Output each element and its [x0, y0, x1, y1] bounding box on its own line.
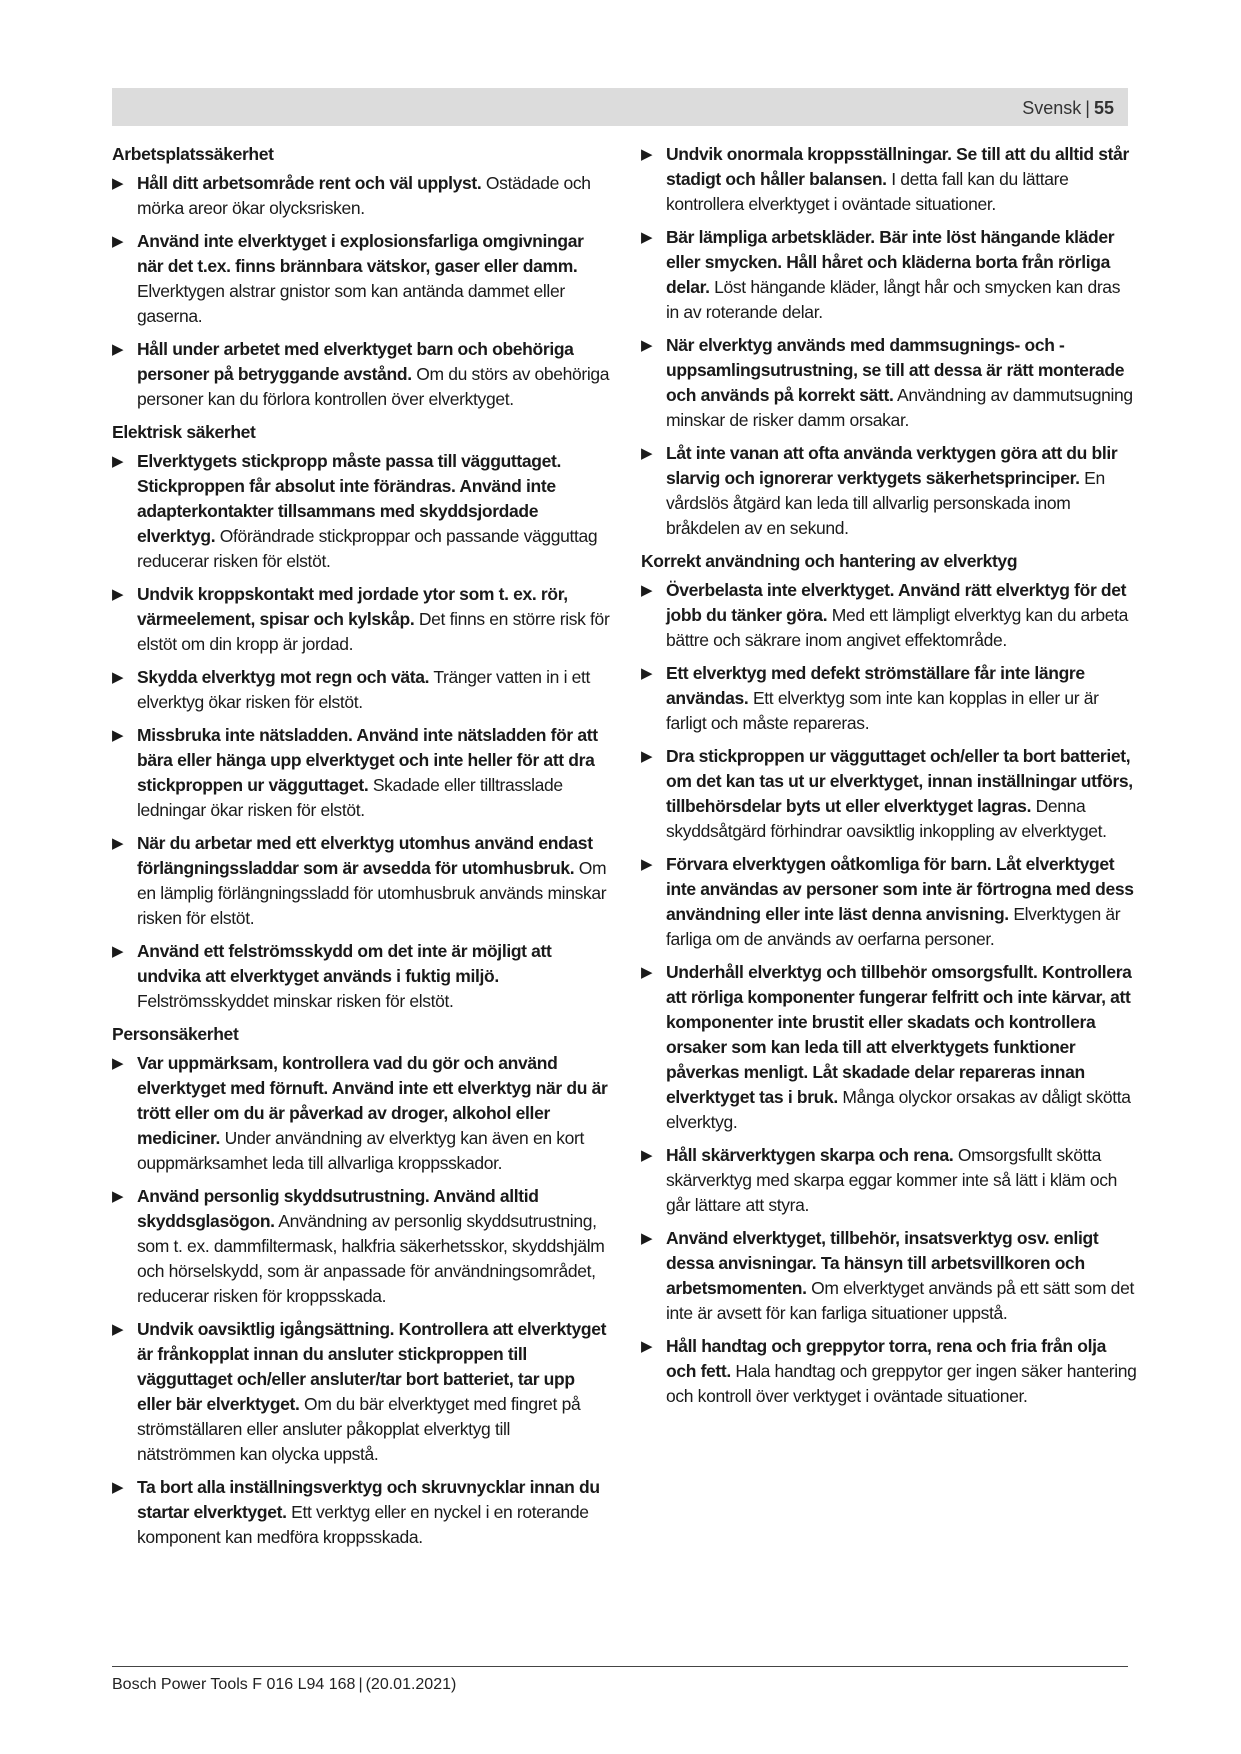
bullet-bold-text: Förvara elverktygen oåtkomliga för barn. Låt elverktyget inte användas av personer som inte är förtrogna med dess användning eller inte läst denna anvisning.: [666, 854, 1134, 924]
bullet-item: [112, 1051, 612, 1176]
bullet-bold-text: Underhåll elverktyg och tillbehör omsorgsfullt. Kontrollera att rörliga komponenter fungerar felfritt och inte kärvar, att komponenter inte brustit eller skadats och kontrollera orsaker som kan leda till att elverktygets funktioner påverkas menligt. Låt skadade delar repareras innan elverktyget tas i bruk.: [666, 962, 1132, 1107]
section-heading: Arbetsplatssäkerhet: [112, 144, 274, 164]
bullet-item: [112, 723, 612, 823]
page-number: 55: [1093, 98, 1114, 118]
bullet-body-text: I detta fall kan du lättare kontrollera elverktyget i oväntade situationer.: [666, 169, 1069, 214]
triangle-bullet-icon: ▶: [641, 445, 653, 462]
bullet-body-text: Elverktygen är farliga om de används av oerfarna personer.: [666, 904, 1121, 949]
bullet-bold-text: Använd elverktyget, tillbehör, insatsverktyg osv. enligt dessa anvisningar. Ta hänsyn till arbetsvillkoren och arbetsmomenten.: [666, 1228, 1099, 1298]
bullet-item: [112, 1317, 612, 1467]
bullet-item: [112, 582, 612, 657]
bullet-item: [641, 1334, 1137, 1409]
bullet-bold-text: Undvik kroppskontakt med jordade ytor som t. ex. rör, värmeelement, spisar och kylskåp.: [137, 584, 568, 629]
bullet-item: [112, 449, 612, 574]
bullet-item: [112, 665, 612, 715]
section-heading: Elektrisk säkerhet: [112, 422, 256, 442]
bullet-item: [112, 337, 612, 412]
page-footer: [112, 1676, 456, 1694]
bullet-item: [641, 661, 1137, 736]
bullet-body-text: Om du bär elverktyget med fingret på strömställaren eller ansluter påkopplat elverktyg till nätströmmen kan olycka uppstå.: [137, 1394, 581, 1464]
bullet-body-text: Denna skyddsåtgärd förhindrar oavsiktlig inkoppling av elverktyget.: [666, 796, 1107, 841]
bullet-bold-text: Överbelasta inte elverktyget. Använd rätt elverktyg för det jobb du tänker göra.: [666, 580, 1127, 625]
triangle-bullet-icon: ▶: [112, 1055, 124, 1072]
bullet-item: [641, 1226, 1137, 1326]
triangle-bullet-icon: ▶: [112, 175, 124, 192]
triangle-bullet-icon: ▶: [112, 1188, 124, 1205]
triangle-bullet-icon: ▶: [641, 582, 653, 599]
triangle-bullet-icon: ▶: [112, 669, 124, 686]
right-column: [641, 142, 1137, 1417]
bullet-body-text: Ett elverktyg som inte kan kopplas in eller ur är farligt och måste repareras.: [666, 688, 1099, 733]
section-heading: Korrekt användning och hantering av elverktyg: [641, 551, 1018, 571]
bullet-body-text: Hala handtag och greppytor ger ingen säker hantering och kontroll över verktyget i oväntade situationer.: [666, 1361, 1137, 1406]
bullet-body-text: Omsorgsfullt skötta skärverktyg med skarpa eggar kommer inte så lätt i kläm och går lättare att styra.: [666, 1145, 1118, 1215]
triangle-bullet-icon: ▶: [112, 727, 124, 744]
footer-date: (20.01.2021): [365, 1676, 457, 1693]
triangle-bullet-icon: ▶: [112, 943, 124, 960]
bullet-bold-text: Bär lämpliga arbetskläder. Bär inte löst hängande kläder eller smycken. Håll håret och kläderna borta från rörliga delar.: [666, 227, 1115, 297]
bullet-body-text: Oförändrade stickproppar och passande vägguttag reducerar risken för elstöt.: [137, 526, 598, 571]
bullet-body-text: Felströmsskyddet minskar risken för elstöt.: [137, 991, 454, 1011]
bullet-body-text: Ostädade och mörka areor ökar olycksrisken.: [137, 173, 591, 218]
footer-brand: Bosch Power Tools: [112, 1676, 248, 1693]
bullet-bold-text: Håll skärverktygen skarpa och rena.: [666, 1145, 954, 1165]
bullet-item: [112, 1475, 612, 1550]
bullet-body-text: Elverktygen alstrar gnistor som kan antända dammet eller gaserna.: [137, 281, 565, 326]
bullet-body-text: Om elverktyget används på ett sätt som det inte är avsett för kan farliga situationer uppstå.: [666, 1278, 1134, 1323]
triangle-bullet-icon: ▶: [641, 748, 653, 765]
triangle-bullet-icon: ▶: [641, 146, 653, 163]
triangle-bullet-icon: ▶: [112, 341, 124, 358]
bullet-item: [641, 744, 1137, 844]
triangle-bullet-icon: ▶: [641, 229, 653, 246]
triangle-bullet-icon: ▶: [112, 586, 124, 603]
bullet-item: [641, 1143, 1137, 1218]
bullet-item: [641, 960, 1137, 1135]
bullet-body-text: Skadade eller tilltrasslade ledningar ökar risken för elstöt.: [137, 775, 563, 820]
bullet-body-text: Om du störs av obehöriga personer kan du förlora kontrollen över elverktyget.: [137, 364, 610, 409]
bullet-bold-text: Använd personlig skyddsutrustning. Använd alltid skyddsglasögon.: [137, 1186, 539, 1231]
bullet-body-text: Löst hängande kläder, långt hår och smycken kan dras in av roterande delar.: [666, 277, 1121, 322]
bullet-bold-text: Undvik onormala kroppsställningar. Se till att du alltid står stadigt och håller balansen.: [666, 144, 1129, 189]
bullet-bold-text: Dra stickproppen ur vägguttaget och/eller ta bort batteriet, om det kan tas ut ur elverktyget, innan inställningar utförs, tillbehörsdelar byts ut eller elverktyget lagras.: [666, 746, 1133, 816]
triangle-bullet-icon: ▶: [112, 1321, 124, 1338]
triangle-bullet-icon: ▶: [112, 1479, 124, 1496]
page-header-text: [1022, 98, 1114, 119]
bullet-bold-text: Håll ditt arbetsområde rent och väl upplyst.: [137, 173, 482, 193]
page-header-bar: [112, 88, 1128, 126]
bullet-item: [641, 578, 1137, 653]
bullet-body-text: Tränger vatten in i ett elverktyg ökar risken för elstöt.: [137, 667, 591, 712]
header-language: Svensk: [1022, 98, 1082, 118]
bullet-body-text: Det finns en större risk för elstöt om din kropp är jordad.: [137, 609, 610, 654]
bullet-bold-text: Använd inte elverktyget i explosionsfarliga omgivningar när det t.ex. finns brännbara vätskor, gaser eller damm.: [137, 231, 584, 276]
bullet-body-text: Om en lämplig förlängningssladd för utomhusbruk används minskar risken för elstöt.: [137, 858, 607, 928]
bullet-item: [641, 142, 1137, 217]
bullet-bold-text: Missbruka inte nätsladden. Använd inte nätsladden för att bära eller hänga upp elverktyget och inte heller för att dra stickproppen ur vägguttaget.: [137, 725, 598, 795]
bullet-bold-text: Låt inte vanan att ofta använda verktygen göra att du blir slarvig och ignorerar verktygets säkerhetsprinciper.: [666, 443, 1118, 488]
bullet-bold-text: Var uppmärksam, kontrollera vad du gör och använd elverktyget med förnuft. Använd inte ett elverktyg när du är trött eller om du är påverkad av droger, alkohol eller mediciner.: [137, 1053, 608, 1148]
triangle-bullet-icon: ▶: [641, 856, 653, 873]
triangle-bullet-icon: ▶: [641, 1338, 653, 1355]
bullet-body-text: Ett verktyg eller en nyckel i en roterande komponent kan medföra kroppsskada.: [137, 1502, 589, 1547]
triangle-bullet-icon: ▶: [641, 337, 653, 354]
bullet-item: [112, 939, 612, 1014]
section-heading: Personsäkerhet: [112, 1024, 239, 1044]
bullet-bold-text: Håll under arbetet med elverktyget barn och obehöriga personer på betryggande avstånd.: [137, 339, 574, 384]
triangle-bullet-icon: ▶: [112, 233, 124, 250]
bullet-item: [641, 333, 1137, 433]
footer-doc-number: F 016 L94 168: [252, 1676, 356, 1693]
bullet-body-text: Användning av personlig skyddsutrustning, som t. ex. dammfiltermask, halkfria säkerhetsskor, skyddshjälm och hörselskydd, som är anpassade för användningsområdet, reducerar risken för kroppsskada.: [137, 1211, 605, 1306]
bullet-bold-text: Håll handtag och greppytor torra, rena och fria från olja och fett.: [666, 1336, 1106, 1381]
bullet-body-text: En vårdslös åtgärd kan leda till allvarlig personskada inom bråkdelen av en sekund.: [666, 468, 1105, 538]
triangle-bullet-icon: ▶: [112, 835, 124, 852]
bullet-bold-text: Skydda elverktyg mot regn och väta.: [137, 667, 430, 687]
bullet-item: [112, 171, 612, 221]
bullet-bold-text: Använd ett felströmsskydd om det inte är möjligt att undvika att elverktyget används i fuktig miljö.: [137, 941, 552, 986]
bullet-body-text: Många olyckor orsakas av dåligt skötta elverktyg.: [666, 1087, 1131, 1132]
bullet-bold-text: När elverktyg används med dammsugnings- och -uppsamlingsutrustning, se till att dessa är rätt monterade och används på korrekt sätt.: [666, 335, 1125, 405]
header-separator: |: [1085, 98, 1090, 118]
footer-separator: |: [358, 1676, 363, 1693]
bullet-body-text: Med ett lämpligt elverktyg kan du arbeta bättre och säkrare inom angivet effektområde.: [666, 605, 1129, 650]
bullet-bold-text: Ta bort alla inställningsverktyg och skruvnycklar innan du startar elverktyget.: [137, 1477, 600, 1522]
bullet-body-text: Under användning av elverktyg kan även en kort ouppmärksamhet leda till allvarliga kroppsskador.: [137, 1128, 584, 1173]
triangle-bullet-icon: ▶: [641, 665, 653, 682]
triangle-bullet-icon: ▶: [112, 453, 124, 470]
bullet-item: [112, 1184, 612, 1309]
bullet-item: [641, 852, 1137, 952]
bullet-bold-text: När du arbetar med ett elverktyg utomhus använd endast förlängningssladdar som är avsedda för utomhusbruk.: [137, 833, 593, 878]
bullet-body-text: Användning av dammutsugning minskar de risker damm orsakar.: [666, 385, 1133, 430]
triangle-bullet-icon: ▶: [641, 1230, 653, 1247]
bullet-bold-text: Elverktygets stickpropp måste passa till vägguttaget. Stickproppen får absolut inte förändras. Använd inte adapterkontakter tillsammans med skyddsjordade elverktyg.: [137, 451, 561, 546]
footer-divider: [112, 1666, 1128, 1667]
bullet-bold-text: Undvik oavsiktlig igångsättning. Kontrollera att elverktyget är frånkopplat innan du ansluter stickproppen till vägguttaget och/eller ansluter/tar bort batteriet, tar upp eller bär elverktyget.: [137, 1319, 607, 1414]
bullet-item: [112, 229, 612, 329]
triangle-bullet-icon: ▶: [641, 1147, 653, 1164]
bullet-item: [112, 831, 612, 931]
bullet-item: [641, 225, 1137, 325]
triangle-bullet-icon: ▶: [641, 964, 653, 981]
bullet-bold-text: Ett elverktyg med defekt strömställare får inte längre användas.: [666, 663, 1085, 708]
left-column: [112, 142, 612, 1558]
bullet-item: [641, 441, 1137, 541]
